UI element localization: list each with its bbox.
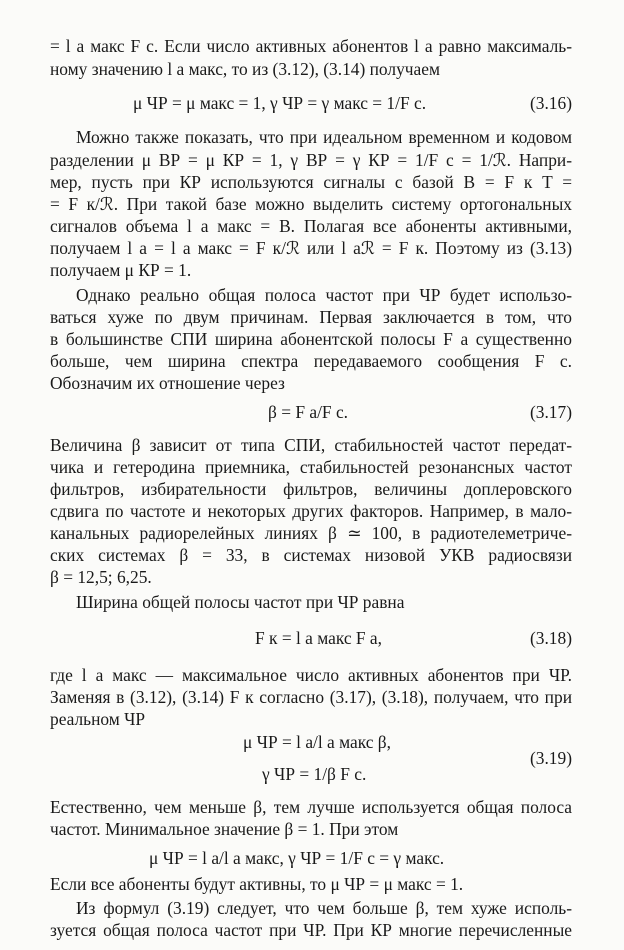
text-line: Заменяя в (3.12), (3.14) F к согласно (3.17), (3.18), получаем, что при <box>50 687 572 707</box>
text-line: Можно также показать, что при идеальном временном и кодовом <box>76 127 572 147</box>
text-line: Ширина общей полосы частот при ЧР равна <box>76 592 405 612</box>
text-line: разделении μ ВР = μ КР = 1, γ ВР = γ КР = 1/F c = 1/ℛ. Напри- <box>50 150 572 170</box>
text-line: = F к/ℛ. При такой базе можно выделить систему ортогональных <box>50 194 572 214</box>
equation-3-17: β = F a/F c. <box>268 402 349 422</box>
text-line: больше, чем ширина спектра передаваемого сообщения F c. <box>50 351 572 371</box>
equation-3-19-b: γ ЧР = 1/β F c. <box>262 764 367 784</box>
text-line: получаем μ КР = 1. <box>50 260 192 280</box>
equation-number: (3.17) <box>529 402 572 422</box>
text-line: Если все абоненты будут активны, то μ ЧР = μ макс = 1. <box>50 874 464 894</box>
text-line: фильтров, избирательности фильтров, величины доплеровского <box>50 479 572 499</box>
equation-final: μ ЧР = l a/l a макс, γ ЧР = 1/F c = γ макс. <box>149 848 445 868</box>
text-line: реальном ЧР <box>50 709 146 729</box>
text-line: зуется общая полоса частот при ЧР. При КР многие перечисленные <box>50 920 572 940</box>
text-line: ваться хуже по двум причинам. Первая заключается в том, что <box>50 307 572 327</box>
text-line: Естественно, чем меньше β, тем лучше используется общая полоса <box>50 797 572 817</box>
equation-3-19-a: μ ЧР = l a/l a макс β, <box>243 732 392 752</box>
equation-3-16: μ ЧР = μ макс = 1, γ ЧР = γ макс = 1/F c. <box>133 93 427 113</box>
text-line: Величина β зависит от типа СПИ, стабильностей частот передат- <box>50 435 572 455</box>
text-line: чика и гетеродина приемника, стабильностей резонансных частот <box>50 457 572 477</box>
text-line: частот. Минимальное значение β = 1. При этом <box>50 819 399 839</box>
equation-number: (3.18) <box>529 628 572 648</box>
equation-3-18: F к = l a макс F a, <box>255 628 382 648</box>
equation-number: (3.16) <box>529 93 572 113</box>
text-line: Из формул (3.19) следует, что чем больше β, тем хуже исполь- <box>76 898 572 918</box>
text-line: ских системах β = 33, в системах низовой УКВ радиосвязи <box>50 545 572 565</box>
text-line: = l a макс F c. Если число активных абонентов l a равно максималь- <box>50 36 572 56</box>
text-line: Обозначим их отношение через <box>50 373 285 393</box>
text-line: канальных радиорелейных линиях β ≃ 100, в радиотелеметриче- <box>50 523 572 543</box>
text-line: сдвига по частоте и некоторых других факторов. Например, в мало- <box>50 501 572 521</box>
text-line: сигналов объема l a макс = B. Полагая все абоненты активными, <box>50 216 572 236</box>
equation-number: (3.19) <box>529 748 572 768</box>
text-line: Однако реально общая полоса частот при ЧР будет использо- <box>76 285 572 305</box>
text-line: ному значению l a макс, то из (3.12), (3.14) получаем <box>50 59 440 79</box>
text-line: β = 12,5; 6,25. <box>50 567 152 587</box>
text-line: получаем l a = l a макс = F к/ℛ или l aℛ = F к. Поэтому из (3.13) <box>50 238 572 258</box>
text-line: в большинстве СПИ ширина абонентской полосы F a существенно <box>50 329 572 349</box>
text-line: где l a макс — максимальное число активных абонентов при ЧР. <box>50 665 572 685</box>
text-line: мер, пусть при КР используются сигналы с базой B = F к T = <box>50 172 572 192</box>
